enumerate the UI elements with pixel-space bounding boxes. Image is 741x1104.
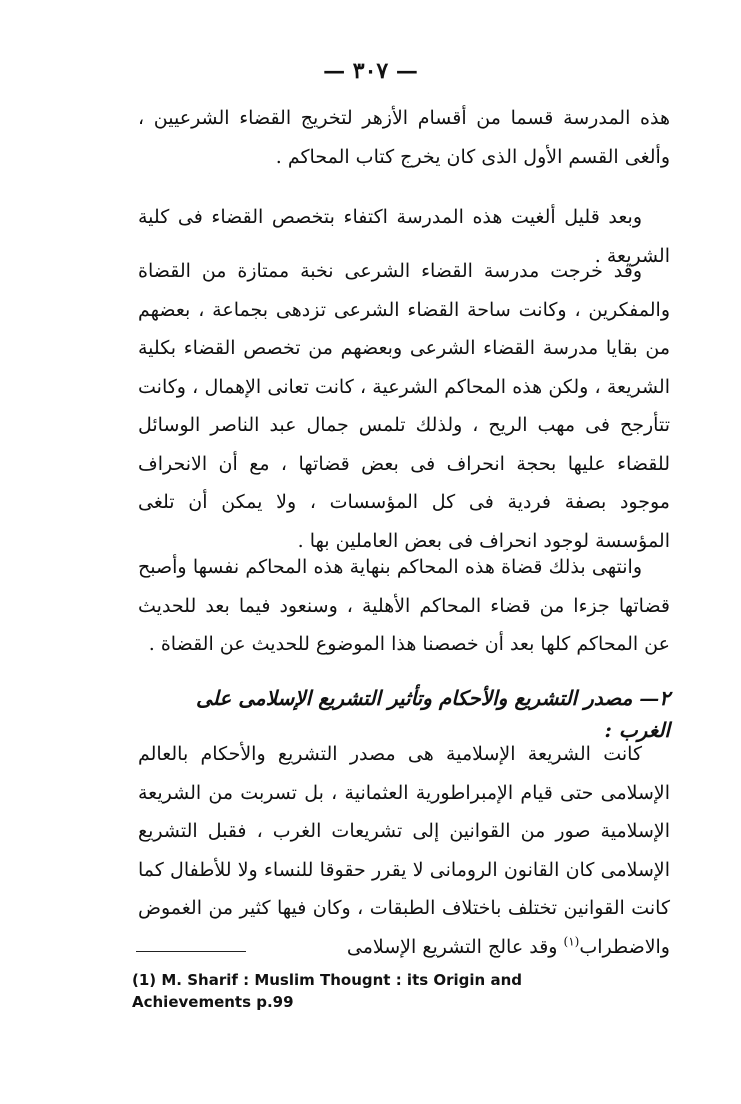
footnote-line-1: (1) M. Sharif : Muslim Thougnt : its Origin and xyxy=(132,971,522,989)
paragraph-sharia-courts: وقد خرجت مدرسة القضاء الشرعى نخبة ممتازة من القضاة والمفكرين ، وكانت ساحة القضاء الشرعى تزدهى بجماعة ، بعضهم من بقايا مدرسة القضاء الشرعى وبعضهم من تخصص القضاء بكلية الشريعة ، ولكن هذه المحاكم الشرعية ، كانت تعانى الإهمال ، وكانت تتأرجح فى مهب الريح ، ولذلك تلمس جمال عبد الناصر الوسائل للقضاء عليها بحجة انحراف فى بعض قضاتها ، مع أن الانحراف موجود بصفة فردية فى كل المؤسسات ، ولا يمكن أن تلغى المؤسسة لوجود انحراف فى بعض العاملين بها . xyxy=(138,260,670,552)
paragraph-courts-end: وانتهى بذلك قضاة هذه المحاكم بنهاية هذه المحاكم نفسها وأصبح قضاتها جزءا من قضاء المحاكم الأهلية ، وسنعود فيما بعد للحديث عن المحاكم كلها بعد أن خصصنا هذا الموضوع للحديث عن القضاة . xyxy=(138,556,670,655)
paragraph-text-after-note: وقد عالج التشريع الإسلامى xyxy=(346,935,564,958)
page-number: — ٣٠٧ — xyxy=(323,58,418,84)
footnote-reference-marker: (١) xyxy=(563,934,580,949)
paragraph-text-before-note: كانت الشريعة الإسلامية هى مصدر التشريع والأحكام بالعالم الإسلامى حتى قيام الإمبراطورية العثمانية ، بل تسربت من الشريعة الإسلامية صور من القوانين إلى تشريعات الغرب ، فقبل التشريع الإسلامى كان القانون الرومانى لا يقرر حقوقا للنساء ولا للأطفال كما كانت القوانين تختلف باختلاف الطبقات ، وكان فيها كثير من الغموض والاضطراب xyxy=(138,743,670,958)
paragraph-legislation-source xyxy=(138,735,670,966)
footnote xyxy=(132,969,602,1013)
paragraph-school-cancelled: وبعد قليل ألغيت هذه المدرسة اكتفاء بتخصص القضاء فى كلية الشريعة . xyxy=(138,206,670,267)
section-heading: ٢— مصدر التشريع والأحكام وتأثير التشريع الإسلامى على الغرب : xyxy=(196,686,670,742)
footnote-divider xyxy=(136,951,246,952)
footnote-line-2: Achievements p.99 xyxy=(132,993,294,1011)
paragraph-school-abolition: هذه المدرسة قسما من أقسام الأزهر لتخريج القضاء الشرعيين ، وألغى القسم الأول الذى كان يخرج كتاب المحاكم . xyxy=(138,107,670,168)
